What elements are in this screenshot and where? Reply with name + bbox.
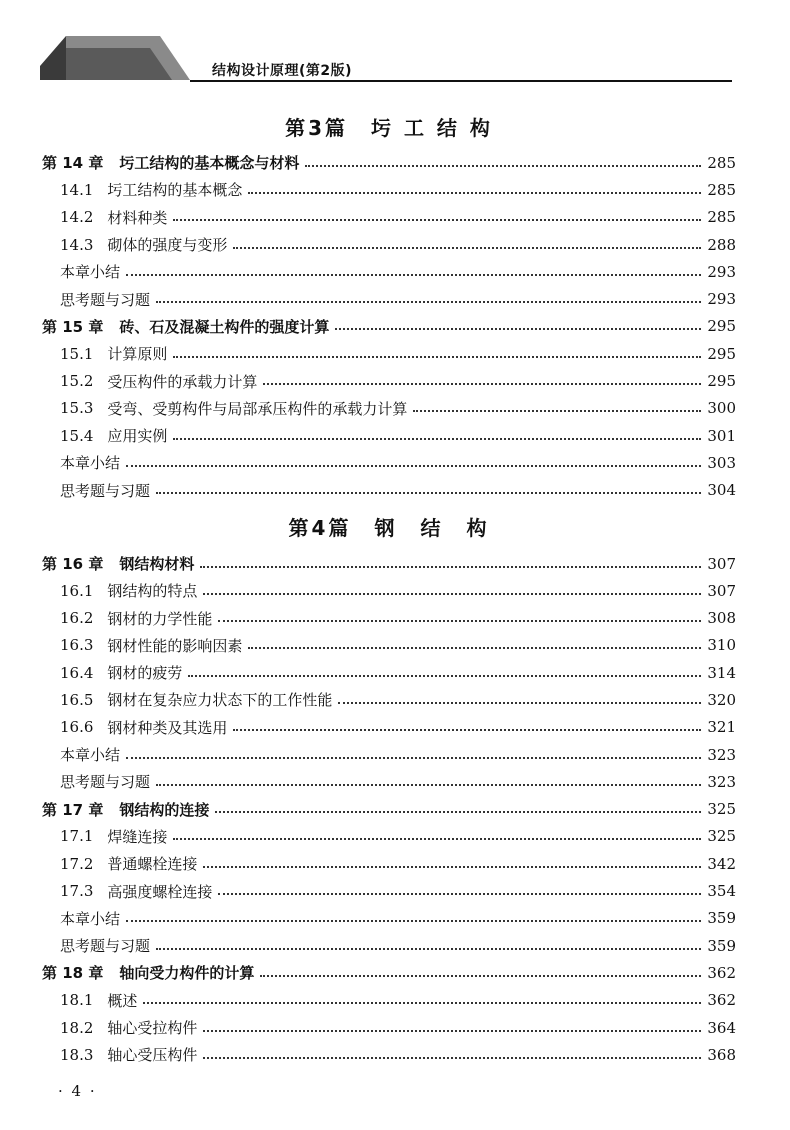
chapter-end-entry[interactable]: [42, 258, 736, 285]
entry-page: 314: [707, 663, 736, 682]
chapter-entry[interactable]: [42, 313, 736, 340]
entry-number: 16.1: [60, 581, 94, 600]
dot-leader: [203, 866, 701, 868]
entry-page: 362: [707, 991, 736, 1010]
entry-page: 304: [707, 481, 736, 500]
page-number: · 4 ·: [58, 1082, 97, 1100]
dot-leader: [305, 165, 701, 167]
entry-number: 第 18 章: [42, 964, 104, 983]
entry-number: 17.3: [60, 882, 94, 901]
entry-page: 293: [707, 290, 736, 309]
entry-title: 普通螺栓连接: [107, 855, 198, 874]
entry-title: 概述: [107, 991, 138, 1010]
entry-title: 钢结构的连接: [119, 800, 210, 819]
entry-title: 轴向受力构件的计算: [119, 964, 255, 983]
entry-number: 17.2: [60, 854, 94, 873]
entry-title: 本章小结: [60, 746, 121, 765]
entry-number: 17.1: [60, 827, 94, 846]
section-entry[interactable]: [42, 340, 736, 367]
entry-title: 材料种类: [107, 208, 168, 227]
entry-number: 第 14 章: [42, 154, 104, 173]
corner-decoration: [40, 36, 190, 80]
chapter-entry[interactable]: [42, 796, 736, 823]
entry-number: 18.3: [60, 1045, 94, 1064]
header-rule: [190, 80, 732, 82]
entry-page: 323: [707, 772, 736, 791]
entry-title: 受弯、受剪构件与局部承压构件的承载力计算: [107, 399, 408, 418]
chapter-end-entry[interactable]: [42, 932, 736, 959]
entry-title: 高强度螺栓连接: [107, 882, 213, 901]
entry-title: 钢结构的特点: [107, 582, 198, 601]
section-entry[interactable]: [42, 632, 736, 659]
entry-page: 293: [707, 262, 736, 281]
entry-page: 362: [707, 963, 736, 982]
dot-leader: [173, 219, 701, 221]
entry-page: 364: [707, 1018, 736, 1037]
entry-page: 323: [707, 745, 736, 764]
entry-number: 14.1: [60, 180, 94, 199]
section-entry[interactable]: [42, 877, 736, 904]
entry-title: 思考题与习题: [60, 290, 151, 309]
dot-leader: [413, 410, 701, 412]
section-entry[interactable]: [42, 231, 736, 258]
entry-number: 14.3: [60, 235, 94, 254]
dot-leader: [156, 301, 701, 303]
dot-leader: [203, 1057, 701, 1059]
section-entry[interactable]: [42, 395, 736, 422]
entry-page: 301: [707, 426, 736, 445]
section-entry[interactable]: [42, 659, 736, 686]
entry-title: 钢材性能的影响因素: [107, 636, 243, 655]
entry-number: 第 17 章: [42, 800, 104, 819]
dot-leader: [173, 438, 701, 440]
entry-title: 钢材的力学性能: [107, 609, 213, 628]
dot-leader: [263, 383, 701, 385]
dot-leader: [173, 356, 701, 358]
entry-title: 钢材在复杂应力状态下的工作性能: [107, 691, 333, 710]
dot-leader: [248, 192, 701, 194]
entry-page: 295: [707, 317, 736, 336]
entry-title: 轴心受压构件: [107, 1046, 198, 1065]
dot-leader: [173, 838, 701, 840]
entry-number: 第 16 章: [42, 555, 104, 573]
section-entry[interactable]: [42, 367, 736, 394]
entry-page: 295: [707, 372, 736, 391]
entry-title: 思考题与习题: [60, 481, 151, 500]
part-title: 第4篇 钢 结 构: [288, 516, 490, 541]
entry-title: 钢结构材料: [119, 555, 195, 573]
entry-title: 钢材种类及其选用: [107, 718, 228, 737]
chapter-end-entry[interactable]: [42, 741, 736, 768]
dot-leader: [203, 593, 701, 595]
entry-title: 受压构件的承载力计算: [107, 372, 258, 391]
entry-page: 288: [707, 235, 736, 254]
entry-title: 砖、石及混凝土构件的强度计算: [119, 317, 330, 336]
dot-leader: [218, 620, 701, 622]
section-entry[interactable]: [42, 686, 736, 713]
entry-page: 285: [707, 208, 736, 227]
section-entry[interactable]: [42, 714, 736, 741]
entry-title: 钢材的疲劳: [107, 664, 183, 683]
part-title: 第3篇 圬 工 结 构: [285, 115, 493, 140]
dot-leader: [335, 328, 701, 330]
dot-leader: [156, 492, 701, 494]
entry-page: 325: [707, 827, 736, 846]
dot-leader: [233, 247, 701, 249]
dot-leader: [215, 811, 701, 813]
entry-number: 15.3: [60, 399, 94, 418]
entry-number: 16.2: [60, 609, 94, 628]
section-entry[interactable]: [42, 1041, 736, 1068]
chapter-end-entry[interactable]: [42, 768, 736, 795]
section-entry[interactable]: [42, 604, 736, 631]
entry-page: 285: [707, 180, 736, 199]
entry-title: 圬工结构的基本概念与材料: [119, 154, 300, 173]
entry-page: 307: [707, 554, 736, 573]
section-entry[interactable]: [42, 577, 736, 604]
entry-number: 16.6: [60, 718, 94, 737]
entry-page: 359: [707, 909, 736, 928]
entry-title: 轴心受拉构件: [107, 1019, 198, 1038]
entry-title: 本章小结: [60, 263, 121, 282]
entry-title: 思考题与习题: [60, 937, 151, 956]
dot-leader: [188, 675, 701, 677]
entry-number: 第 15 章: [42, 317, 104, 336]
entry-number: 16.5: [60, 690, 94, 709]
chapter-entry[interactable]: [42, 959, 736, 986]
entry-title: 本章小结: [60, 454, 121, 473]
entry-page: 295: [707, 344, 736, 363]
dot-leader: [156, 784, 701, 786]
entry-number: 18.2: [60, 1018, 94, 1037]
entry-title: 圬工结构的基本概念: [107, 181, 243, 200]
entry-number: 15.4: [60, 426, 94, 445]
section-entry[interactable]: [42, 823, 736, 850]
entry-title: 砌体的强度与变形: [107, 236, 228, 255]
section-entry[interactable]: [42, 204, 736, 231]
entry-page: 303: [707, 453, 736, 472]
entry-page: 310: [707, 636, 736, 655]
entry-page: 342: [707, 854, 736, 873]
section-entry[interactable]: [42, 850, 736, 877]
entry-page: 308: [707, 609, 736, 628]
running-header: 结构设计原理(第2版): [212, 63, 353, 79]
dot-leader: [143, 1002, 701, 1004]
entry-title: 应用实例: [107, 427, 168, 446]
chapter-entry[interactable]: [42, 149, 736, 176]
entry-page: 285: [707, 153, 736, 172]
entry-page: 359: [707, 936, 736, 955]
entry-page: 325: [707, 800, 736, 819]
entry-number: 18.1: [60, 991, 94, 1010]
entry-page: 321: [707, 718, 736, 737]
chapter-end-entry[interactable]: [42, 477, 736, 504]
entry-number: 15.2: [60, 372, 94, 391]
entry-page: 300: [707, 399, 736, 418]
dot-leader: [126, 920, 701, 922]
dot-leader: [338, 702, 701, 704]
dot-leader: [156, 948, 701, 950]
section-entry[interactable]: [42, 422, 736, 449]
dot-leader: [200, 566, 701, 568]
dot-leader: [260, 975, 701, 977]
section-entry[interactable]: [42, 1014, 736, 1041]
section-entry[interactable]: [42, 176, 736, 203]
entry-page: 307: [707, 581, 736, 600]
entry-title: 计算原则: [107, 345, 168, 364]
entry-page: 368: [707, 1045, 736, 1064]
entry-number: 16.4: [60, 663, 94, 682]
entry-page: 320: [707, 690, 736, 709]
entry-number: 15.1: [60, 344, 94, 363]
entry-number: 14.2: [60, 208, 94, 227]
dot-leader: [126, 465, 701, 467]
entry-title: 思考题与习题: [60, 773, 151, 792]
chapter-end-entry[interactable]: [42, 449, 736, 476]
dot-leader: [126, 274, 701, 276]
chapter-entry[interactable]: [42, 550, 736, 577]
table-of-contents: [42, 103, 736, 1069]
dot-leader: [233, 729, 701, 731]
chapter-end-entry[interactable]: [42, 285, 736, 312]
entry-number: 16.3: [60, 636, 94, 655]
dot-leader: [248, 647, 701, 649]
entry-title: 本章小结: [60, 909, 121, 928]
chapter-end-entry[interactable]: [42, 905, 736, 932]
dot-leader: [203, 1030, 701, 1032]
section-entry[interactable]: [42, 987, 736, 1014]
dot-leader: [218, 893, 701, 895]
entry-title: 焊缝连接: [107, 827, 168, 846]
dot-leader: [126, 757, 701, 759]
entry-page: 354: [707, 882, 736, 901]
